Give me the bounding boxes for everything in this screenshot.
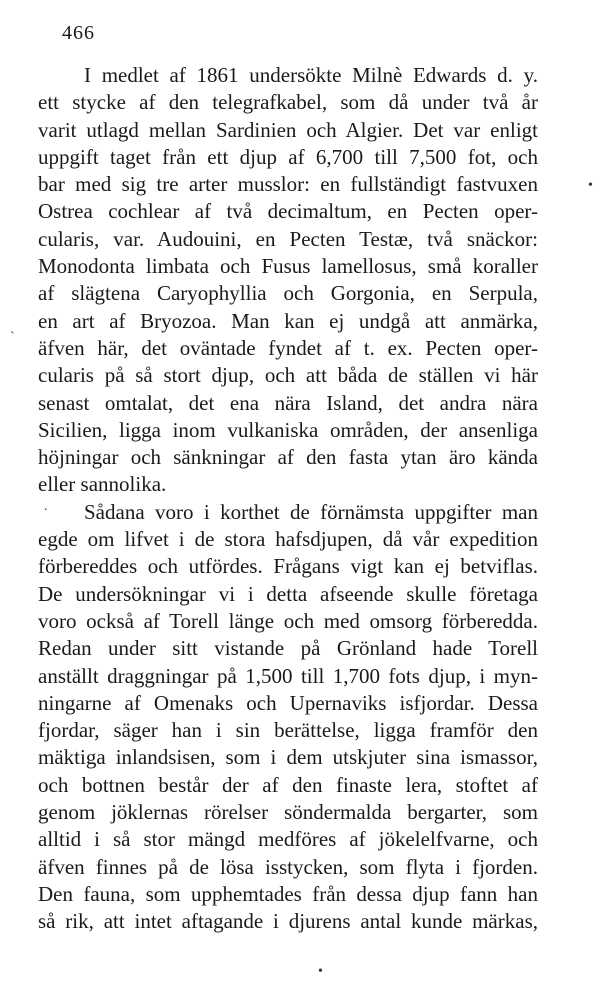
text-line: ningarne af Omenaks och Upernaviks isfjordar. Dessa bbox=[38, 690, 538, 715]
text-line: höjningar och sänkningar af den fasta ytan äro kända bbox=[38, 445, 538, 470]
page-number: 466 bbox=[62, 22, 95, 44]
text-line: Ostrea cochlear af två decimaltum, en Pecten oper- bbox=[38, 199, 538, 224]
paragraph-1 bbox=[38, 62, 538, 499]
text-line: Sådana voro i korthet de förnämsta uppgifter man bbox=[84, 499, 538, 524]
text-line: Monodonta limbata och Fusus lamellosus, små koraller bbox=[38, 254, 538, 279]
bottom-dot-mark: • bbox=[318, 964, 323, 979]
text-line: äfven finnes på de lösa isstycken, som flyta i fjorden. bbox=[38, 854, 538, 879]
text-line: egde om lifvet i de stora hafsdjupen, då vår expedition bbox=[38, 527, 538, 552]
text-line: ett stycke af den telegrafkabel, som då under två år bbox=[38, 90, 538, 115]
text-line: genom jöklernas rörelser söndermalda bergarter, som bbox=[38, 800, 538, 825]
text-line: mäktiga inlandsisen, som i dem utskjuter sina ismassor, bbox=[38, 745, 538, 770]
text-line: varit utlagd mellan Sardinien och Algier. Det var enligt bbox=[38, 117, 538, 142]
text-line: bar med sig tre arter musslor: en fullständigt fastvuxen bbox=[38, 172, 538, 197]
text-line: uppgift taget från ett djup af 6,700 till 7,500 fot, och bbox=[38, 144, 538, 169]
margin-dot-mark: • bbox=[588, 178, 593, 193]
text-line: alltid i så stor mängd medföres af jökelelfvarne, och bbox=[38, 827, 538, 852]
text-line: eller sannolika. bbox=[38, 472, 167, 497]
text-line: och bottnen består der af den finaste lera, stoftet af bbox=[38, 772, 538, 797]
paragraph-2 bbox=[38, 499, 538, 936]
text-line: voro också af Torell länge och med omsorg förberedda. bbox=[38, 608, 538, 633]
text-line: De undersökningar vi i detta afseende skulle företaga bbox=[38, 581, 538, 606]
text-line: äfven här, det oväntade fyndet af t. ex. Pecten oper- bbox=[38, 335, 538, 360]
text-line: en art af Bryozoa. Man kan ej undgå att anmärka, bbox=[38, 308, 538, 333]
text-line: cularis, var. Audouini, en Pecten Testæ, två snäckor: bbox=[38, 226, 538, 251]
paragraph-dot-mark: . bbox=[44, 499, 48, 514]
text-line: I medlet af 1861 undersökte Milnè Edwards d. y. bbox=[84, 63, 538, 87]
text-line: Den fauna, som upphemtades från dessa djup fann han bbox=[38, 881, 538, 906]
body-text bbox=[38, 62, 538, 936]
text-line: cularis på så stort djup, och att båda de ställen vi här bbox=[38, 363, 538, 388]
text-line: af slägtena Caryophyllia och Gorgonia, en Serpula, bbox=[38, 281, 538, 306]
text-line: fjordar, säger han i sin berättelse, ligga framför den bbox=[38, 718, 538, 743]
text-line: anställt draggningar på 1,500 till 1,700 fots djup, i myn- bbox=[38, 663, 538, 688]
text-line: förbereddes och utfördes. Frågans vigt kan ej betviflas. bbox=[38, 554, 538, 579]
text-line: Sicilien, ligga inom vulkaniska områden, der ansenliga bbox=[38, 417, 538, 442]
margin-tick-mark: ` bbox=[10, 330, 15, 345]
text-line: Redan under sitt vistande på Grönland hade Torell bbox=[38, 636, 538, 661]
text-line: så rik, att intet aftagande i djurens antal kunde märkas, bbox=[38, 909, 538, 934]
text-line: senast omtalat, det ena nära Island, det andra nära bbox=[38, 390, 538, 415]
